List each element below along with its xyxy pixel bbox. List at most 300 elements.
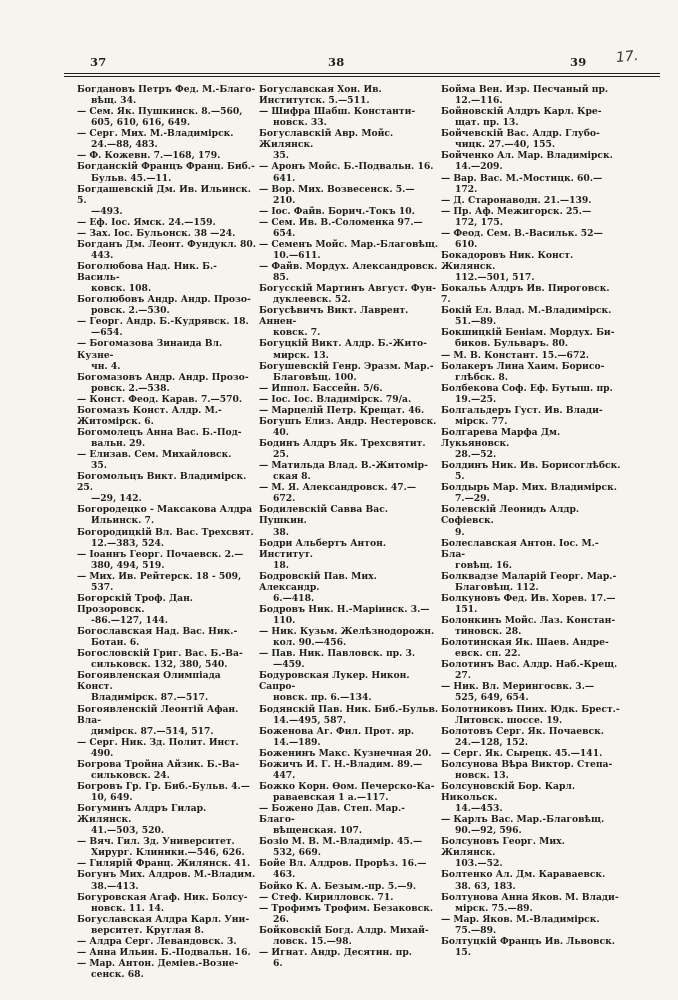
entry-continuation: 463. <box>273 869 296 881</box>
directory-entry <box>441 250 621 283</box>
entry-continuation: 532, 669. <box>273 847 321 859</box>
entry-line: Болсуновъ Георг. Мих. Жилянск. <box>441 836 565 859</box>
directory-entry <box>259 128 439 161</box>
directory-entry <box>259 405 439 416</box>
directory-entry <box>259 504 439 537</box>
entry-continuation: 38. <box>273 526 289 538</box>
entry-line: Божко Корн. Өом. Печерско-Ка- <box>259 780 435 792</box>
entry-line: Бодровскій Пав. Мих. Александр. <box>259 570 377 593</box>
entry-line: Бойковскій Богд. Алдр. Михай- <box>259 924 429 936</box>
entry-line: — Гилярій Франц. Жилянск. 41. <box>77 858 251 870</box>
entry-continuation: Бульв. 45.—11. <box>91 172 172 184</box>
entry-line: Болотинъ Вас. Алдр. Наб.-Крещ. <box>441 659 618 671</box>
directory-entry <box>441 405 621 427</box>
entry-continuation: вѣщ. 34. <box>91 95 137 107</box>
directory-entry <box>77 648 257 670</box>
directory-entry <box>441 460 621 482</box>
entry-line: Бокій Ел. Влад. М.-Владимірск. <box>441 305 612 317</box>
entry-continuation: дуклеевск. 52. <box>273 294 351 306</box>
entry-line: Богородецко - Максакова Алдра <box>77 504 253 516</box>
entry-continuation: сильковск. 24. <box>91 769 170 781</box>
entry-continuation: ловск. 15.—98. <box>273 935 352 947</box>
entry-line: — Стеф. Кирилловск. 71. <box>259 891 394 903</box>
directory-entry <box>441 350 621 361</box>
directory-entry <box>77 504 257 526</box>
entry-continuation: верситет. Круглая 8. <box>91 924 204 936</box>
entry-line: Богуминъ Алдръ Гилар. Жилянск. <box>77 803 207 826</box>
directory-entry <box>259 161 439 183</box>
entry-line: Болотинская Як. Шаев. Андре- <box>441 637 609 649</box>
entry-line: Богомолецъ Анна Вас. Б.-Под- <box>77 426 242 438</box>
entry-line: Болкуновъ Фед. Ив. Хорев. 17.— <box>441 592 616 604</box>
directory-entry <box>441 327 621 349</box>
entry-continuation: 151. <box>455 603 478 615</box>
directory-entry <box>441 936 621 958</box>
entry-line: — Феод. Сем. В.-Васильк. 52— <box>441 227 603 239</box>
entry-continuation: 40. <box>273 426 289 438</box>
entry-line: Болеславская Антон. Іос. М.-Бла- <box>441 537 599 560</box>
entry-line: Болевскій Леонидъ Алдр. Софіевск. <box>441 504 580 527</box>
entry-line: — Алдра Серг. Левандовск. 3. <box>77 935 237 947</box>
directory-entry <box>259 394 439 405</box>
entry-continuation: вѣщенская. 107. <box>273 825 363 837</box>
entry-line: Бойе Вл. Алдров. Прорѣз. 16.— <box>259 858 427 870</box>
entry-continuation: глѣбск. 8. <box>455 371 508 383</box>
directory-entry <box>441 84 621 106</box>
directory-entry <box>441 150 621 172</box>
entry-line: Божичъ И. Г. Н.-Владим. 89.— <box>259 758 423 770</box>
directory-entry <box>259 416 439 438</box>
page-number-right: 39 <box>570 55 587 69</box>
entry-continuation: 19.—25. <box>455 393 497 405</box>
entry-continuation: 5. <box>455 471 465 483</box>
directory-entry <box>259 626 439 648</box>
entry-line: Болонкинъ Мойс. Лаз. Констан- <box>441 615 616 626</box>
entry-line: Богоявленская Олимпіада Конст. <box>77 670 221 693</box>
page-number-left: 37 <box>90 55 107 69</box>
directory-column-2 <box>259 84 439 969</box>
entry-line: Бойченко Ал. Мар. Владимірск. <box>441 150 613 162</box>
entry-continuation: 537. <box>91 581 114 593</box>
directory-entry <box>77 571 257 593</box>
directory-entry <box>77 372 257 394</box>
entry-line: — Пав. Ник. Павловск. пр. 3. <box>259 648 416 660</box>
directory-entry <box>441 206 621 228</box>
directory-entry <box>77 670 257 703</box>
directory-entry <box>441 106 621 128</box>
directory-column-3 <box>441 84 621 958</box>
entry-continuation: ковск. 7. <box>273 327 321 339</box>
entry-continuation: 103.—52. <box>455 858 503 870</box>
entry-line: Богоявленскій Леонтій Афан. Вла- <box>77 703 239 726</box>
entry-line: Богдановъ Петръ Фед. М.-Благо- <box>77 84 256 95</box>
entry-continuation: раваевская 1 а.—117. <box>273 792 389 803</box>
entry-line: Боженова Аг. Фил. Прот. яр. <box>259 725 415 737</box>
entry-line: — Сем. Ив. В.-Соломенка 97.— <box>259 216 423 228</box>
directory-entry <box>441 748 621 759</box>
entry-line: — Серг. Як. Сырецк. 45.—141. <box>441 747 603 759</box>
directory-entry <box>77 228 257 239</box>
entry-line: Богословскій Григ. Вас. Б.-Ва- <box>77 648 243 660</box>
entry-continuation: -86.—127, 144. <box>91 615 168 626</box>
entry-line: Бозіо М. В. М.-Владимір. 45.— <box>259 836 423 848</box>
entry-continuation: —459. <box>273 659 305 671</box>
entry-continuation: тиновск. 28. <box>455 626 522 638</box>
entry-line: Богушъ Елиз. Андр. Нестеровск. <box>259 415 437 427</box>
directory-entry <box>77 549 257 571</box>
entry-line: Бодри Альбертъ Антон. Институт. <box>259 537 387 560</box>
entry-line: Богушевскій Генр. Эразм. Мар.- <box>259 360 434 372</box>
entry-line: Болгальдеръ Густ. Ив. Влади- <box>441 404 603 416</box>
directory-entry <box>77 128 257 150</box>
directory-entry <box>259 648 439 670</box>
entry-line: — Ник. Кузьм. Желѣзнодорожн. <box>259 626 435 638</box>
entry-line: — Шифра Шабш. Константи- <box>259 106 416 118</box>
entry-line: Болсуновскій Бор. Карл. Никольск. <box>441 780 576 803</box>
entry-continuation: 672. <box>273 493 296 505</box>
entry-continuation: 641. <box>273 172 296 184</box>
entry-line: Богуславская Хон. Ив. Институтск. 5.—511. <box>259 84 382 107</box>
directory-entry <box>77 803 257 836</box>
directory-entry <box>77 150 257 161</box>
entry-line: Богдашевскій Дм. Ив. Ильинск. 5. <box>77 183 251 206</box>
directory-entry <box>259 438 439 460</box>
directory-entry <box>259 206 439 217</box>
directory-column-1 <box>77 84 257 980</box>
entry-continuation: евск. сп. 22. <box>455 648 521 660</box>
entry-line: — Трофимъ Трофим. Безаковск. <box>259 902 434 914</box>
entry-continuation: 9. <box>455 526 465 538</box>
entry-line: Боголюбова Над. Ник. Б.-Василь- <box>77 261 217 284</box>
entry-line: — Зах. Іос. Бульонск. 38 —24. <box>77 227 236 239</box>
directory-entry <box>77 261 257 294</box>
entry-line: Болбекова Соф. Еф. Бутыш. пр. <box>441 382 613 394</box>
directory-entry <box>77 527 257 549</box>
entry-continuation: Владимірск. 87.—517. <box>91 692 209 704</box>
entry-line: Богусскій Мартинъ Август. Фун- <box>259 283 437 295</box>
directory-entry <box>77 84 257 106</box>
entry-continuation: Ильинск. 7. <box>91 515 155 527</box>
directory-entry <box>259 925 439 947</box>
directory-entry <box>259 571 439 604</box>
entry-line: Бодилевскій Савва Вас. Пушкин. <box>259 504 389 527</box>
entry-line: Бодинъ Алдръ Як. Трехсвятит. <box>259 438 426 449</box>
entry-continuation: чн. 4. <box>91 360 121 372</box>
directory-entry <box>441 482 621 504</box>
directory-entry <box>259 704 439 726</box>
directory-entry <box>441 173 621 195</box>
directory-entry <box>77 394 257 405</box>
entry-line: Боголюбовъ Андр. Андр. Прозо- <box>77 294 251 306</box>
entry-continuation: кол. 90.—456. <box>273 637 347 649</box>
entry-continuation: 6.—418. <box>273 592 315 604</box>
directory-entry <box>77 737 257 759</box>
directory-entry <box>441 283 621 305</box>
entry-line: — Д. Старонаводн. 21.—139. <box>441 194 592 206</box>
directory-entry <box>441 538 621 571</box>
entry-continuation: 15. <box>455 946 471 958</box>
entry-line: — Мар. Яков. М.-Владимірск. <box>441 913 600 925</box>
directory-entry <box>259 184 439 206</box>
entry-line: Боженинъ Макс. Кузнечная 20. <box>259 747 432 759</box>
entry-continuation: Благовѣщ. 100. <box>273 371 357 383</box>
directory-entry <box>259 261 439 283</box>
entry-line: Богуславская Алдра Карл. Уни- <box>77 913 250 925</box>
entry-continuation: 27. <box>455 670 471 682</box>
directory-entry <box>441 726 621 748</box>
directory-entry <box>441 892 621 914</box>
entry-line: — Мар. Антон. Деміев.-Возне- <box>77 957 239 969</box>
entry-line: Болотовъ Серг. Як. Почаевск. <box>441 725 604 737</box>
directory-entry <box>441 759 621 781</box>
entry-line: — Вяч. Гил. Зд. Университет. <box>77 836 235 848</box>
entry-continuation: —654. <box>91 327 123 339</box>
directory-entry <box>77 294 257 316</box>
directory-entry <box>259 892 439 903</box>
entry-line: Богданскій Францъ Франц. Биб.- <box>77 161 255 173</box>
entry-continuation: новск. 11. 14. <box>91 902 165 914</box>
directory-entry <box>77 626 257 648</box>
entry-line: — Семенъ Мойс. Мар.-Благовѣщ. <box>259 238 439 250</box>
directory-entry <box>259 482 439 504</box>
directory-entry <box>259 239 439 261</box>
directory-entry <box>441 383 621 405</box>
entry-line: — Богомазова Зинаида Вл. Кузне- <box>77 338 223 361</box>
entry-continuation: 380, 494, 519. <box>91 559 165 571</box>
directory-entry <box>441 427 621 460</box>
entry-line: — Конст. Феод. Карав. 7.—570. <box>77 393 243 405</box>
entry-continuation: 35. <box>273 150 289 162</box>
entry-line: Бойма Вен. Изр. Песчаный пр. <box>441 84 609 95</box>
entry-continuation: 10.—611. <box>273 249 321 261</box>
directory-entry <box>259 604 439 626</box>
entry-continuation: 41.—503, 520. <box>91 825 165 837</box>
entry-continuation: 14.—495, 587. <box>273 714 347 726</box>
directory-entry <box>77 914 257 936</box>
entry-continuation: 24.—128, 152. <box>455 736 529 748</box>
entry-line: — Карлъ Вас. Мар.-Благовѣщ. <box>441 814 605 826</box>
directory-entry <box>441 681 621 703</box>
entry-continuation: 14.—453. <box>455 803 503 815</box>
directory-entry <box>77 936 257 947</box>
entry-line: Болквадзе Маларій Георг. Мар.- <box>441 570 617 582</box>
entry-continuation: ровск. 2.—530. <box>91 305 170 317</box>
entry-line: — Игнат. Андр. Десятин. пр. <box>259 946 412 958</box>
directory-entry <box>77 449 257 471</box>
directory-entry <box>259 748 439 759</box>
directory-entry <box>259 338 439 360</box>
entry-line: — Георг. Андр. Б.-Кудрявск. 18. <box>77 316 249 328</box>
entry-continuation: 14.—209. <box>455 161 503 173</box>
entry-line: — Ф. Кожевн. 7.—168, 179. <box>77 150 221 162</box>
entry-continuation: 172. <box>455 183 478 195</box>
entry-continuation: 605, 610, 616, 649. <box>91 117 191 129</box>
directory-entry <box>259 781 439 803</box>
entry-continuation: 28.—52. <box>455 449 497 461</box>
entry-line: — Серг. Мих. М.-Владимірск. <box>77 128 234 140</box>
entry-continuation: ровск. 2.—538. <box>91 382 170 394</box>
directory-entry <box>441 637 621 659</box>
directory-entry <box>441 836 621 869</box>
entry-line: — М. Я. Александровск. 47.— <box>259 482 417 494</box>
directory-entry <box>259 361 439 383</box>
entry-continuation: 85. <box>273 272 289 284</box>
entry-line: Богунъ Мих. Алдров. М.-Владим. <box>77 869 256 881</box>
directory-entry <box>77 593 257 626</box>
entry-line: Бойновскій Алдръ Карл. Кре- <box>441 106 602 118</box>
directory-entry <box>77 161 257 183</box>
entry-line: Болгарева Марфа Дм. Лукьяновск. <box>441 426 561 449</box>
entry-line: — Марцелій Петр. Крещат. 46. <box>259 404 425 416</box>
entry-continuation: ковск. 108. <box>91 283 152 295</box>
entry-line: Болтуцкій Францъ Ив. Львовск. <box>441 935 615 947</box>
entry-continuation: 25. <box>273 449 289 461</box>
header-rule-double <box>64 76 660 77</box>
directory-entry <box>259 670 439 703</box>
entry-continuation: Благовѣщ. 112. <box>455 581 539 593</box>
entry-line: Богданъ Дм. Леонт. Фундукл. 80. <box>77 238 256 250</box>
entry-line: Бокадоровъ Ник. Конст. Жилянск. <box>441 249 574 272</box>
directory-entry <box>441 814 621 836</box>
entry-line: Богуславскій Авр. Мойс. Жилянск. <box>259 128 394 151</box>
entry-line: Богомазъ Конст. Алдр. М.-Житомірск. 6. <box>77 404 222 427</box>
entry-continuation: 14.—189. <box>273 736 321 748</box>
entry-continuation: 490. <box>91 747 114 759</box>
entry-continuation: Ботан. 6. <box>91 637 140 649</box>
directory-entry <box>441 781 621 814</box>
directory-entry <box>77 759 257 781</box>
entry-line: Богуровская Агаф. Ник. Болсу- <box>77 891 248 903</box>
entry-continuation: вальн. 29. <box>91 438 146 449</box>
entry-continuation: 447. <box>273 769 296 781</box>
entry-continuation: 110. <box>273 615 296 626</box>
directory-entry <box>441 571 621 593</box>
entry-line: Богусѣвичъ Викт. Лаврент. Аннен- <box>259 305 409 328</box>
directory-entry <box>77 427 257 449</box>
entry-line: — М. В. Констант. 15.—672. <box>441 349 589 361</box>
entry-continuation: 10, 649. <box>91 792 133 803</box>
page-number-center: 38 <box>328 55 345 69</box>
entry-continuation: 525, 649, 654. <box>455 692 529 704</box>
entry-continuation: 210. <box>273 194 296 206</box>
entry-line: — Сем. Як. Пушкинск. 8.—560, <box>77 106 243 118</box>
entry-continuation: чицк. 27.—40, 155. <box>455 139 556 151</box>
directory-entry <box>77 405 257 427</box>
entry-line: Болтунова Анна Яков. М. Влади- <box>441 891 619 903</box>
directory-entry <box>441 659 621 681</box>
directory-entry <box>77 958 257 980</box>
entry-continuation: 38. 63, 183. <box>455 880 516 892</box>
entry-line: — Іос. Файв. Борич.-Токъ 10. <box>259 205 415 217</box>
entry-continuation: 12.—116. <box>455 95 503 107</box>
directory-entry <box>259 383 439 394</box>
directory-entry <box>77 704 257 737</box>
entry-line: — Пр. Аф. Межигорск. 25.— <box>441 205 592 217</box>
entry-line: Богородицкій Вл. Вас. Трехсвят. <box>77 526 254 538</box>
entry-continuation: 38.—413. <box>91 880 139 892</box>
entry-line: — Ник. Вл. Мерингосвк. 3.— <box>441 681 595 693</box>
directory-entry <box>259 947 439 969</box>
entry-line: — Иппол. Бассейн. 5/6. <box>259 382 383 394</box>
directory-entry <box>77 858 257 869</box>
entry-continuation: биков. Бульваръ. 80. <box>455 338 569 350</box>
entry-continuation: 26. <box>273 913 289 925</box>
directory-entry <box>441 228 621 250</box>
entry-continuation: 75.—89. <box>455 924 497 936</box>
entry-continuation: 51.—89. <box>455 316 497 328</box>
entry-line: Бокальь Алдръ Ив. Пироговск. 7. <box>441 283 610 306</box>
entry-line: — Аронъ Мойс. Б.-Подвальн. 16. <box>259 161 434 173</box>
entry-line: Бодуровская Лукер. Никон. Сапро- <box>259 670 410 693</box>
directory-entry <box>441 504 621 537</box>
directory-entry <box>77 217 257 228</box>
directory-entry <box>77 781 257 803</box>
entry-line: — Файв. Мордух. Александровск. <box>259 261 438 272</box>
entry-line: Бокшицкій Беніам. Мордух. Би- <box>441 327 615 339</box>
entry-line: Болакеръ Лина Хаим. Борисо- <box>441 360 605 372</box>
directory-entry <box>441 914 621 936</box>
entry-line: Богровъ Гр. Гр. Биб.-Бульв. 4.— <box>77 780 250 792</box>
entry-line: Болтенко Ал. Дм. Караваевск. <box>441 869 606 881</box>
entry-continuation: 90.—92, 596. <box>455 825 522 837</box>
directory-entry <box>77 239 257 261</box>
directory-entry <box>259 881 439 892</box>
directory-entry <box>441 869 621 891</box>
entry-continuation: мірск. 77. <box>455 415 508 427</box>
entry-line: — Елизав. Сем. Михайловск. <box>77 449 232 461</box>
entry-line: Бойчевскій Вас. Алдр. Глубо- <box>441 128 600 140</box>
entry-continuation: 6. <box>273 957 283 969</box>
directory-entry <box>77 869 257 891</box>
entry-line: — Еф. Іос. Ямск. 24.—159. <box>77 216 216 228</box>
entry-line: Болдырь Мар. Мих. Владимірск. <box>441 482 617 494</box>
entry-continuation: говѣщ. 16. <box>455 559 512 571</box>
entry-continuation: новск. пр. 6.—134. <box>273 692 372 704</box>
entry-line: Богрова Тройна Айзик. Б.-Ва- <box>77 758 240 770</box>
entry-continuation: 610. <box>455 238 478 250</box>
directory-entry <box>259 538 439 571</box>
entry-line: Бойко К. А. Безым.-пр. 5.—9. <box>259 880 417 892</box>
directory-entry <box>77 892 257 914</box>
directory-entry <box>441 305 621 327</box>
directory-entry <box>77 106 257 128</box>
directory-entry <box>259 803 439 836</box>
directory-entry <box>77 471 257 504</box>
directory-entry <box>441 593 621 615</box>
directory-entry <box>259 759 439 781</box>
directory-entry <box>259 726 439 748</box>
entry-line: Богомольцъ Викт. Владимірск. 25. <box>77 471 247 494</box>
entry-continuation: 24.—88, 483. <box>91 139 158 151</box>
entry-line: — Вар. Вас. М.-Мостицк. 60.— <box>441 172 603 184</box>
directory-entry <box>441 128 621 150</box>
entry-continuation: мірск. 75.—89. <box>455 902 533 914</box>
directory-entry <box>259 106 439 128</box>
directory-entry <box>77 316 257 338</box>
entry-continuation: сильковск. 132, 380, 540. <box>91 659 228 671</box>
entry-line: Бодровъ Ник. Н.-Маріинск. 3.— <box>259 603 430 615</box>
directory-entry <box>259 903 439 925</box>
entry-continuation: новск. 33. <box>273 117 327 129</box>
entry-line: — Мих. Ив. Рейтерск. 18 - 509, <box>77 570 242 582</box>
directory-entry <box>259 217 439 239</box>
entry-line: Болотниковъ Пинх. Юдк. Брест.- <box>441 703 620 715</box>
directory-entry <box>259 460 439 482</box>
header-rule <box>64 73 660 74</box>
entry-continuation: Хирург. Клиники.—546, 626. <box>91 847 245 859</box>
entry-line: — Анна Ильин. Б.-Подвальн. 16. <box>77 946 251 958</box>
entry-continuation: 654. <box>273 227 296 239</box>
